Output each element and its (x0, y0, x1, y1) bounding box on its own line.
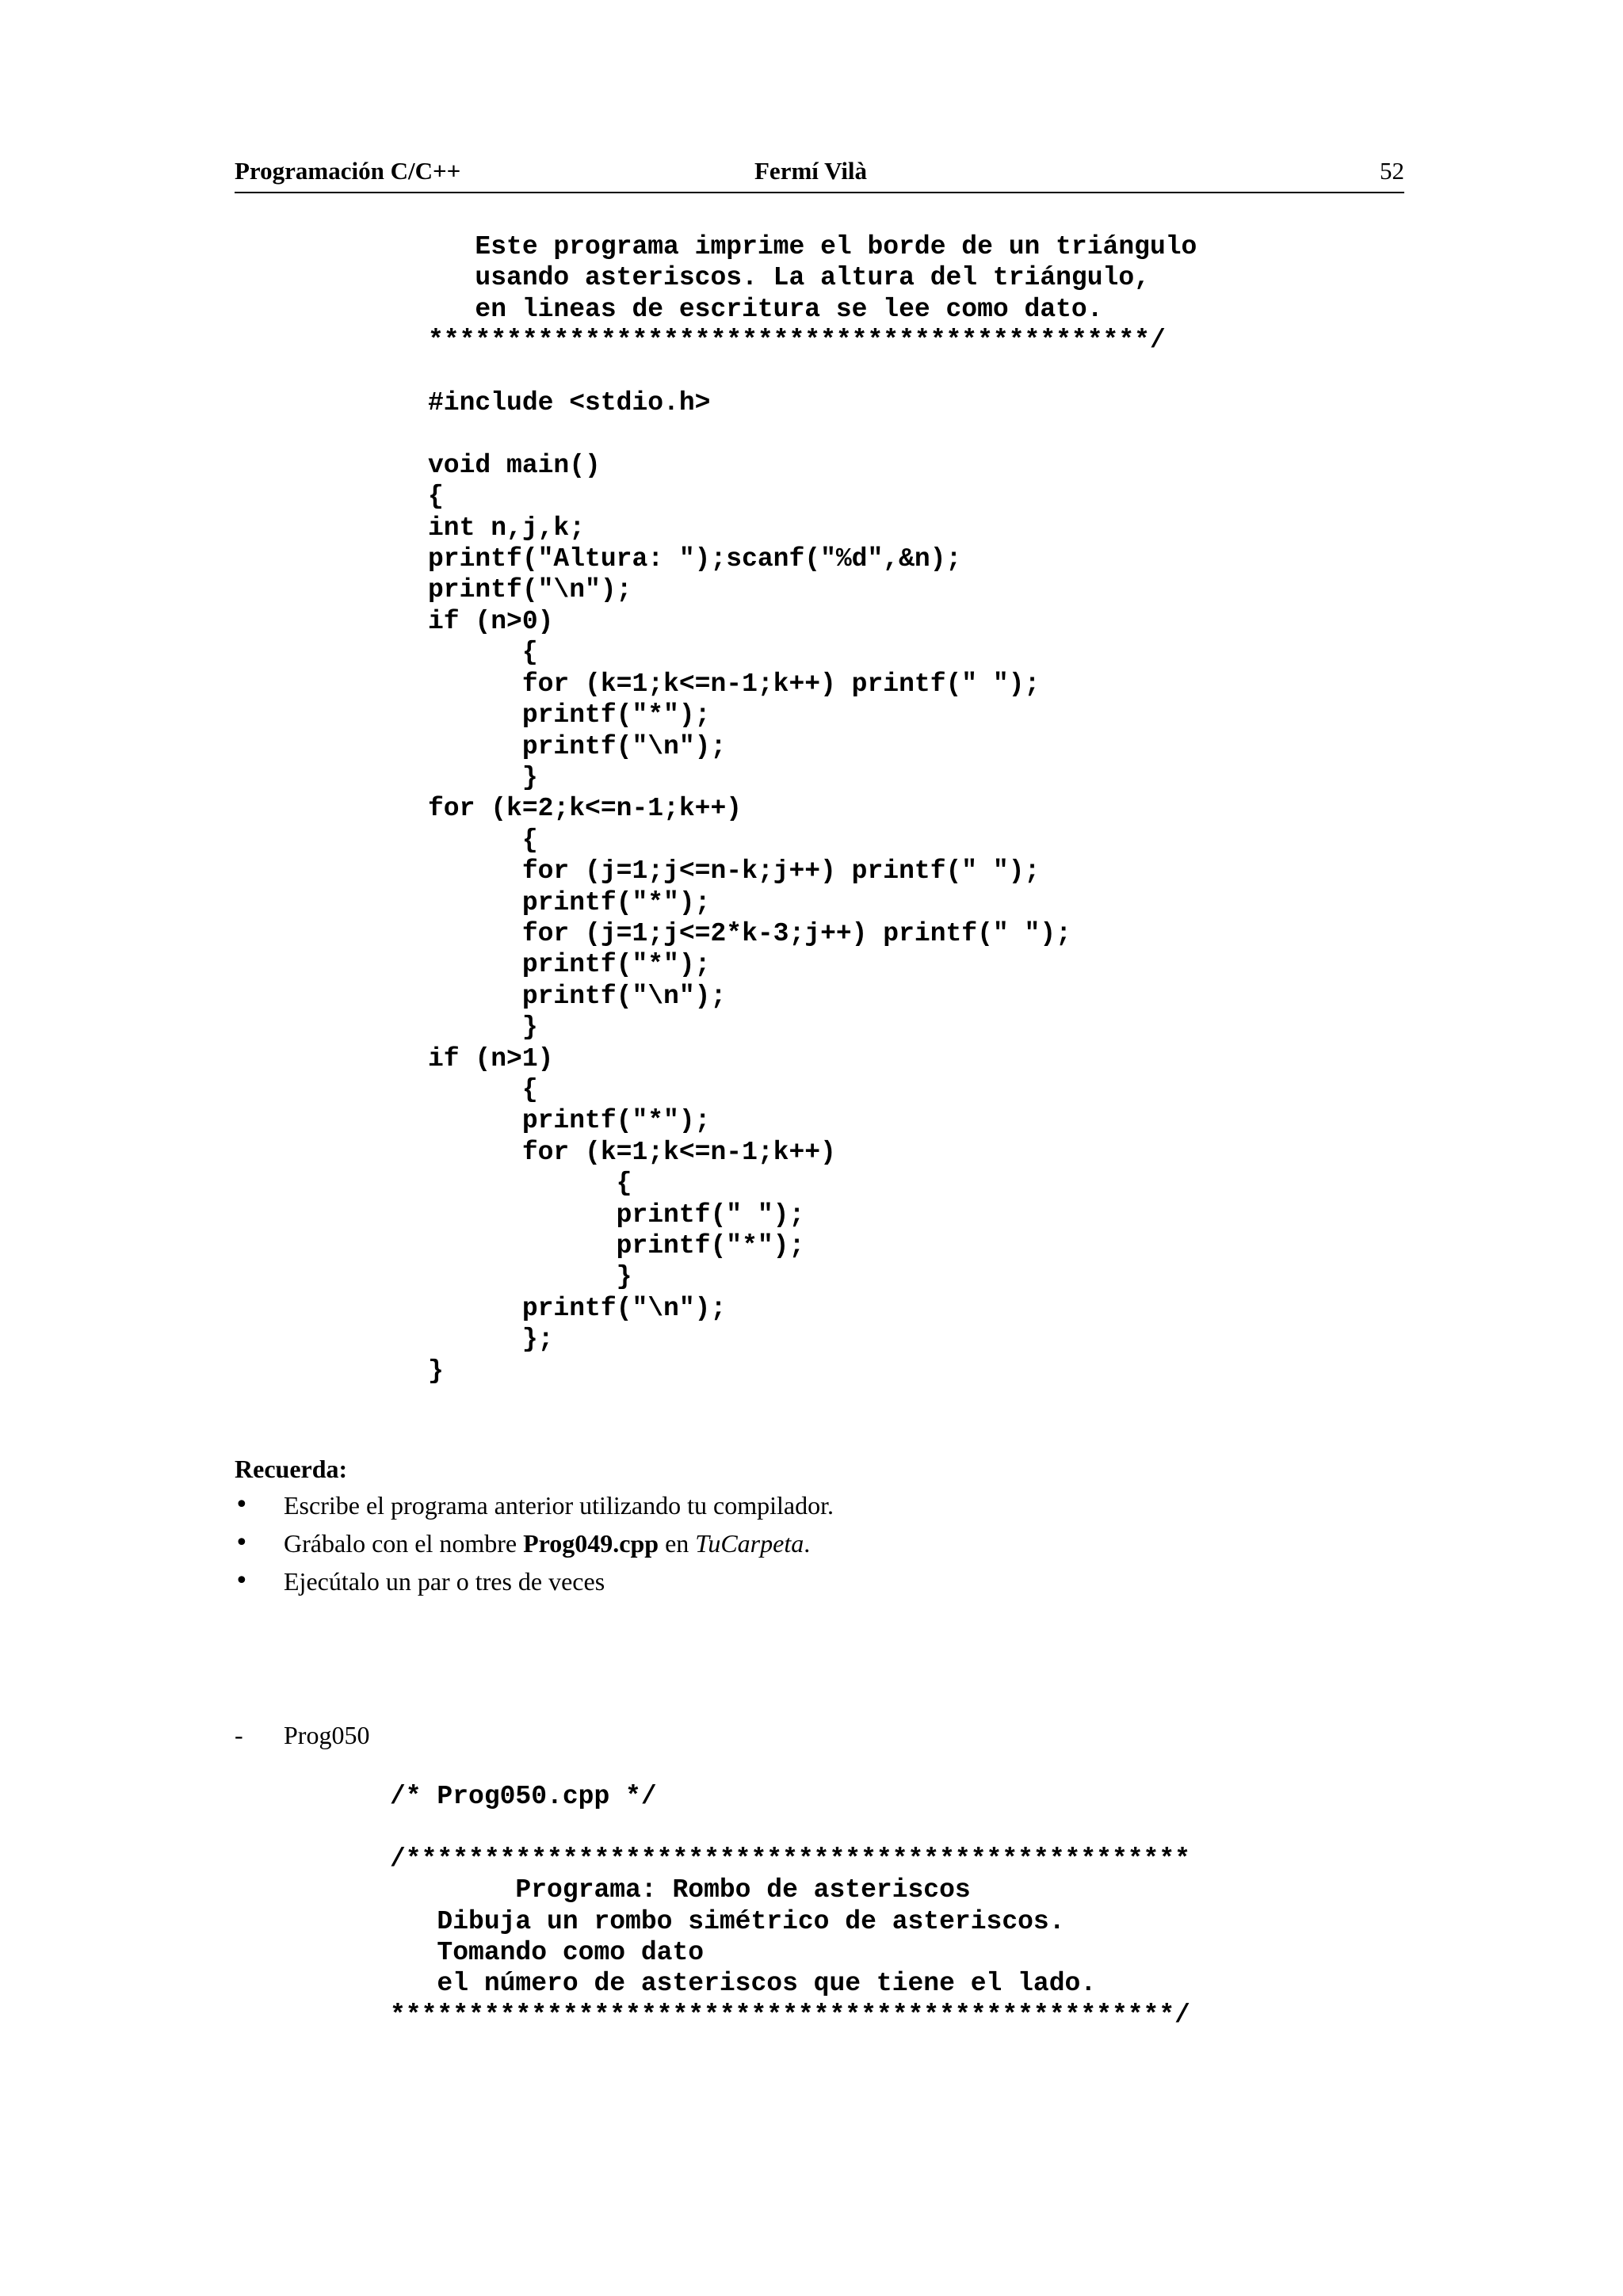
list-item: • Ejecútalo un par o tres de veces (235, 1562, 834, 1600)
list-item: • Grábalo con el nombre Prog049.cpp en TuCarpeta. (235, 1524, 834, 1562)
page-header (235, 155, 1404, 193)
recuerda-heading: Recuerda: (235, 1455, 348, 1483)
program-name: Prog050 (284, 1721, 370, 1749)
code-block-prog050: /* Prog050.cpp */ /************************************************** Programa: Rombo de asteriscos Dibuja un rombo simétrico de asteriscos. Tomando como dato el número de asteriscos que tiene el lado. **************************************************/ (390, 1782, 1190, 2030)
folder-name: TuCarpeta (695, 1529, 804, 1558)
next-program-label (235, 1718, 369, 1753)
page-number: 52 (1380, 157, 1404, 185)
dash-marker: - (235, 1721, 243, 1749)
recuerda-list (235, 1486, 834, 1600)
header-title: Programación C/C++ (235, 157, 461, 185)
code-block-prog049: Este programa imprime el borde de un triángulo usando asteriscos. La altura del triángulo, en lineas de escritura se lee como dato. **********************************************/ #include <stdio.h> void main() { int n,j,k; printf("Altura: ");scanf("%d",&n); printf("\n"); if (n>0) { for (k=1;k<=n-1;k++) printf(" "); printf("*"); printf("\n"); } for (k=2;k<=n-1;k++) { for (j=1;j<=n-k;j++) printf(" "); printf("*"); for (j=1;j<=2*k-3;j++) printf(" "); printf("*"); printf("\n"); } if (n>1) { printf("*"); for (k=1;k<=n-1;k++) { printf(" "); printf("*"); } printf("\n"); }; } (428, 232, 1197, 1386)
header-author: Fermí Vilà (754, 157, 868, 185)
filename: Prog049.cpp (523, 1529, 659, 1558)
list-item: • Escribe el programa anterior utilizando tu compilador. (235, 1486, 834, 1524)
